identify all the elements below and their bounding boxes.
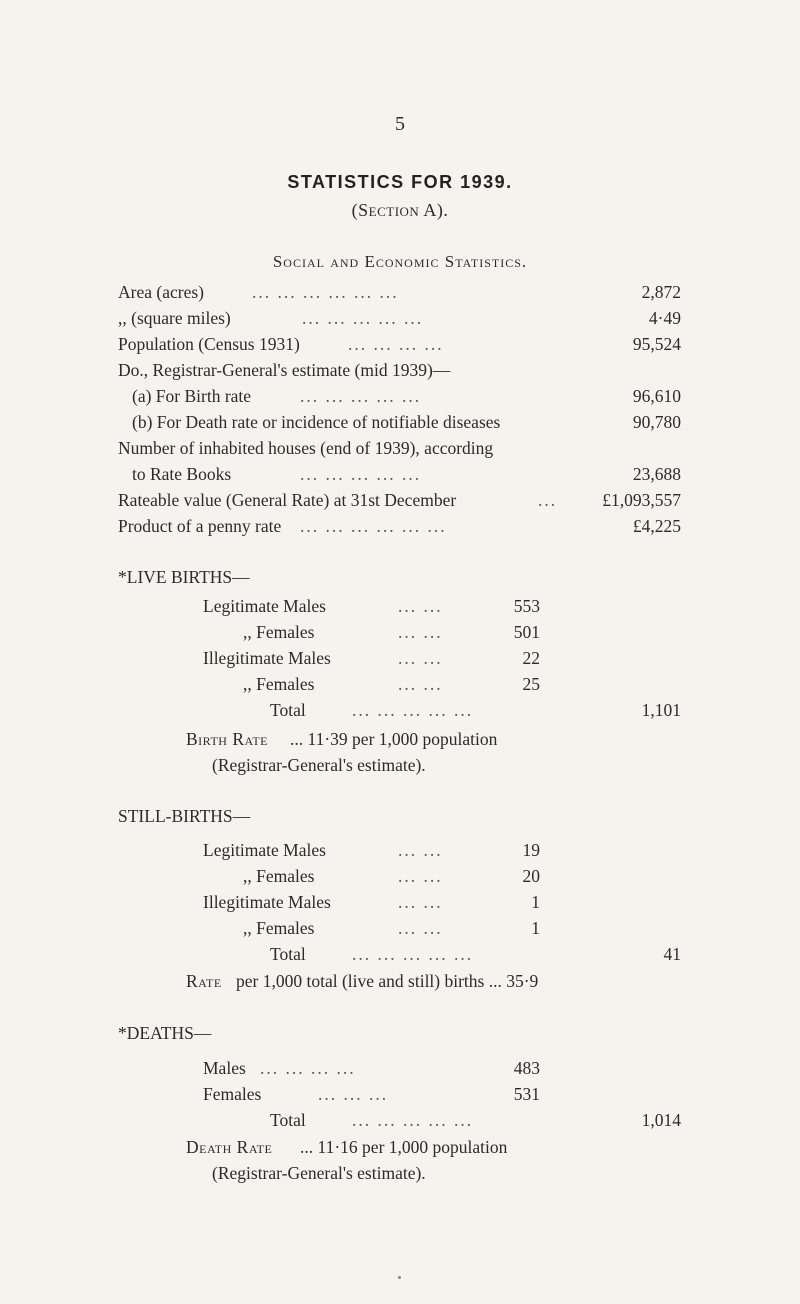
total-value: 1,101 [641, 700, 681, 720]
leader-dots: ... ... [398, 596, 443, 616]
row-label: Legitimate Males [203, 840, 326, 860]
leader-dots: ... ... ... ... ... [352, 944, 474, 964]
row-label: Illegitimate Males [203, 892, 331, 912]
rate-text: ... 11·39 per 1,000 population [290, 729, 498, 749]
stat-value: 4·49 [648, 308, 681, 328]
leader-dots: ... ... [398, 648, 443, 668]
row-value: 22 [522, 648, 540, 668]
speck-mark [398, 1276, 401, 1279]
total-value: 41 [663, 944, 681, 964]
stat-label: Rateable value (General Rate) at 31st December [118, 490, 457, 510]
stat-value: 2,872 [641, 282, 681, 302]
row-value: 553 [513, 596, 540, 616]
section-heading: *DEATHS— [118, 1023, 212, 1043]
row-value: 1 [531, 918, 540, 938]
stat-value: £1,093,557 [602, 490, 681, 510]
leader-dots: ... ... ... ... ... [300, 386, 422, 406]
stat-value: £4,225 [632, 516, 681, 536]
stat-label: (a) For Birth rate [132, 386, 252, 406]
stat-label: Do., Registrar-General's estimate (mid 1939)— [118, 360, 451, 380]
row-value: 1 [531, 892, 540, 912]
rate-note: (Registrar-General's estimate). [212, 1163, 426, 1183]
page-title: STATISTICS FOR 1939. [287, 172, 513, 192]
rate-label: Birth Rate [186, 729, 268, 749]
total-label: Total [270, 944, 306, 964]
leader-dots: ... ... ... ... ... ... [252, 282, 399, 302]
leader-dots: ... ... ... ... ... [352, 700, 474, 720]
stat-label: Area (acres) [118, 282, 204, 302]
leader-dots: ... ... [398, 866, 443, 886]
leader-dots: ... ... ... ... ... ... [300, 516, 447, 536]
row-label: Illegitimate Males [203, 648, 331, 668]
leader-dots: ... ... [398, 840, 443, 860]
rate-label: Death Rate [186, 1137, 273, 1157]
stat-value: 23,688 [632, 464, 681, 484]
leader-dots: ... ... ... ... [260, 1058, 356, 1078]
total-label: Total [270, 1110, 306, 1130]
row-value: 501 [513, 622, 540, 642]
row-value: 531 [513, 1084, 540, 1104]
row-label: ,, Females [243, 622, 315, 642]
row-label: ,, Females [243, 674, 315, 694]
leader-dots: ... ... ... ... ... [302, 308, 424, 328]
row-label: Females [203, 1084, 262, 1104]
leader-dots: ... [538, 490, 558, 510]
leader-dots: ... ... [398, 674, 443, 694]
stat-value: 96,610 [632, 386, 681, 406]
stat-label: Product of a penny rate [118, 516, 282, 536]
page-number: 5 [395, 113, 405, 135]
leader-dots: ... ... [398, 892, 443, 912]
leader-dots: ... ... ... ... ... [300, 464, 422, 484]
rate-text: ... 11·16 per 1,000 population [300, 1137, 508, 1157]
rate-label: Rate [186, 971, 222, 991]
leader-dots: ... ... ... ... [348, 334, 444, 354]
row-label: Males [203, 1058, 246, 1078]
stat-label: to Rate Books [132, 464, 232, 484]
stat-value: 90,780 [632, 412, 681, 432]
leader-dots: ... ... ... ... ... [352, 1110, 474, 1130]
subheading: Social and Economic Statistics. [272, 252, 528, 271]
row-value: 19 [522, 840, 540, 860]
stat-label: Number of inhabited houses (end of 1939), according [118, 438, 494, 458]
row-value: 25 [522, 674, 540, 694]
rate-note: (Registrar-General's estimate). [212, 755, 426, 775]
row-label: ,, Females [243, 918, 315, 938]
section-label: (Section A). [351, 200, 449, 220]
leader-dots: ... ... ... [318, 1084, 389, 1104]
total-value: 1,014 [641, 1110, 681, 1130]
stat-label: ,, (square miles) [118, 308, 231, 328]
row-label: Legitimate Males [203, 596, 326, 616]
stat-value: 95,524 [632, 334, 681, 354]
leader-dots: ... ... [398, 918, 443, 938]
row-label: ,, Females [243, 866, 315, 886]
stat-label: Population (Census 1931) [118, 334, 300, 354]
row-value: 483 [513, 1058, 540, 1078]
rate-text: per 1,000 total (live and still) births ... 35·9 [236, 971, 539, 991]
row-value: 20 [522, 866, 540, 886]
section-heading: STILL-BIRTHS— [118, 806, 251, 826]
leader-dots: ... ... [398, 622, 443, 642]
stat-label: (b) For Death rate or incidence of notifiable diseases [132, 412, 501, 432]
total-label: Total [270, 700, 306, 720]
section-heading: *LIVE BIRTHS— [118, 567, 250, 587]
